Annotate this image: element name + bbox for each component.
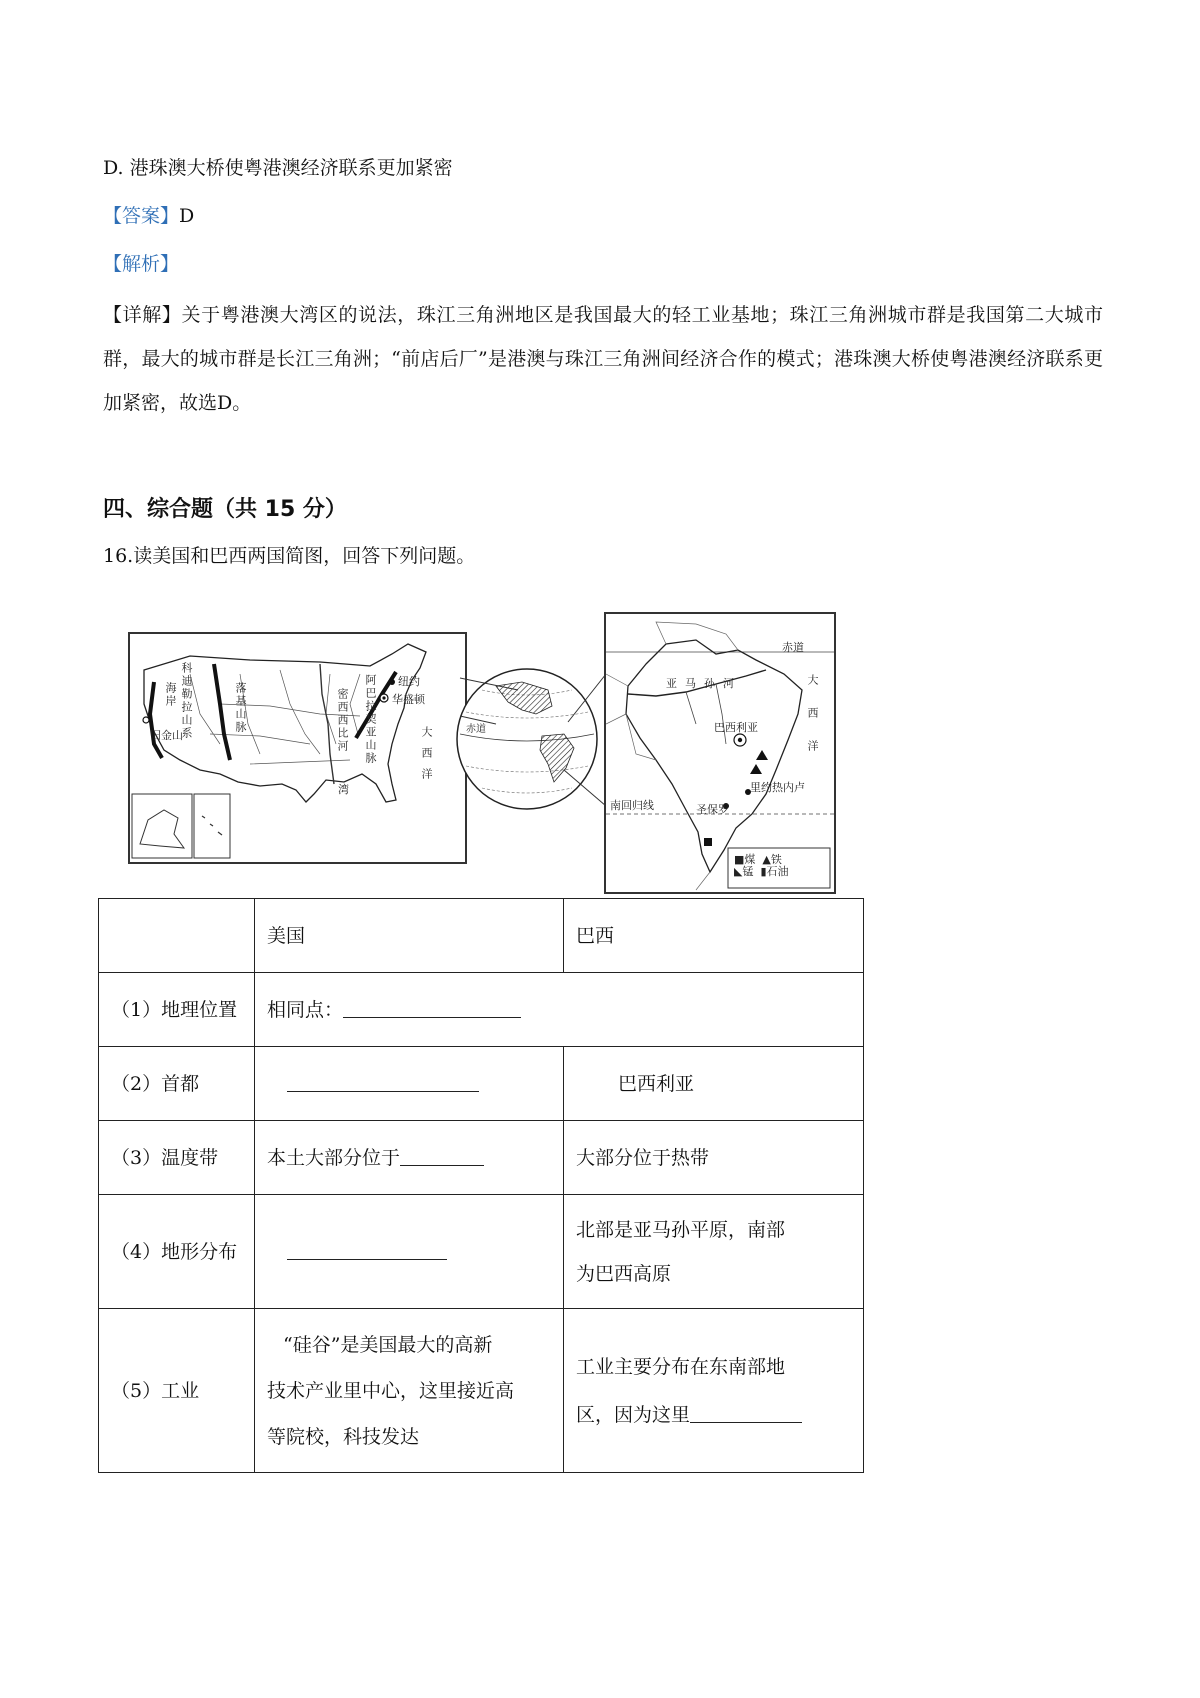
cell-terrain-brazil [564, 1195, 864, 1309]
brazil-outline [626, 640, 802, 872]
table-header-row [99, 899, 864, 973]
usa-label-coast-range: 科迪勒拉山系 [180, 662, 193, 740]
globe-connectors [456, 620, 616, 820]
brazil-map-svg [606, 614, 834, 892]
connector-usa-bottom [460, 716, 496, 724]
coal-symbol [704, 838, 712, 846]
table-row [99, 1121, 864, 1195]
answer-blank-location[interactable] [343, 995, 521, 1018]
industry-brazil-line-1: 工业主要分布在东南部地 [576, 1355, 786, 1378]
usa-label-rocky: 落基山脉 [234, 682, 247, 734]
industry-brazil-line-2: 区，因为这里 [576, 1391, 851, 1439]
cell-location-common [255, 973, 864, 1047]
usa-label-washington: 华盛顿 [392, 693, 425, 706]
cell-terrain-usa [255, 1195, 564, 1309]
legend-iron: ▲铁 [762, 853, 782, 866]
industry-usa-line-3: 等院校，科技发达 [267, 1425, 420, 1448]
brazil-map [604, 612, 836, 894]
header-cell-usa: 美国 [255, 899, 564, 973]
pacific-coast-range [150, 682, 162, 758]
answer-blank-capital[interactable] [287, 1069, 479, 1092]
brazil-label-saopaulo: 圣保罗 [696, 803, 729, 816]
section-title: 四、综合题（共 15 分） [103, 497, 347, 522]
answer-blank-terrain[interactable] [287, 1237, 447, 1260]
option-d: D. 港珠澳大桥使粤港澳经济联系更加紧密 [103, 157, 453, 179]
detail-text: 关于粤港澳大湾区的说法，珠江三角洲地区是我国最大的轻工业基地；珠江三角洲城市群是我国第二大城市群，最大的城市群是长江三角洲；“前店后厂”是港澳与珠江三角洲间经济合作的模式；港珠澳大桥使粤港澳经济联系更加紧密，故选D。 [103, 304, 1103, 414]
mississippi-river [320, 664, 334, 784]
brazil-label-equator: 赤道 [782, 641, 804, 654]
cell-temperature-brazil: 大部分位于热带 [564, 1121, 864, 1195]
globe-equator-label: 赤道 [466, 724, 486, 735]
answer-value: D [179, 205, 195, 227]
usa-label-appalachian: 阿巴拉契亚山脉 [364, 674, 377, 765]
usa-label-newyork: 纽约 [398, 675, 420, 688]
detail-tag: 【详解】 [103, 304, 182, 326]
legend-oil: ▮石油 [760, 865, 789, 878]
brazil-label-amazon: 亚马孙河 [666, 677, 742, 690]
row-label-industry: （5）工业 [99, 1309, 255, 1473]
usa-label-atlantic: 大西洋 [420, 726, 433, 789]
alaska-shape [140, 810, 184, 848]
connector-brazil-top [568, 674, 606, 722]
row-label-temperature: （3）温度带 [99, 1121, 255, 1195]
question-text: 16.读美国和巴西两国简图，回答下列问题。 [103, 545, 476, 567]
header-cell-brazil: 巴西 [564, 899, 864, 973]
sanfrancisco-dot [143, 717, 149, 723]
answer-blank-temperature[interactable] [400, 1143, 484, 1166]
usa-label-pacific: 海岸 [164, 682, 177, 708]
comparison-table [98, 898, 864, 1473]
iron-symbol-1 [756, 750, 768, 760]
header-cell-empty [99, 899, 255, 973]
answer-tag: 【答案】 [103, 205, 180, 227]
iron-symbol-2 [750, 764, 762, 774]
terrain-brazil-line-2: 为巴西高原 [576, 1262, 672, 1285]
legend-coal: ■煤 [734, 853, 756, 866]
brazil-label-brasilia: 巴西利亚 [714, 721, 758, 734]
brazil-label-atlantic: 大西洋 [806, 674, 819, 773]
table-row [99, 1047, 864, 1121]
usa-label-gulf: 湾 [338, 783, 349, 796]
usa-label-sanfrancisco: 旧金山 [150, 729, 183, 742]
brasilia-center [738, 738, 742, 742]
connector-brazil-bottom [564, 770, 606, 806]
answer-line [103, 203, 194, 229]
brazil-neighbour-lines [606, 622, 738, 890]
rocky-mountains [214, 664, 230, 760]
terrain-brazil-line-1: 北部是亚马孙平原，南部 [576, 1218, 786, 1241]
cell-capital-usa [255, 1047, 564, 1121]
usa-map [128, 632, 467, 864]
brazil-label-rio: 里约热内卢 [750, 781, 805, 794]
brazil-legend [734, 854, 830, 878]
location-common-label: 相同点： [267, 998, 344, 1021]
brazil-label-tropic: 南回归线 [610, 799, 654, 812]
usa-label-mississippi: 密西西比河 [336, 688, 349, 753]
industry-usa-line-1: “硅谷”是美国最大的高新 [283, 1333, 493, 1356]
amazon-tributaries [686, 684, 726, 744]
analysis-tag: 【解析】 [103, 253, 180, 275]
table-row [99, 1195, 864, 1309]
cell-industry-usa [255, 1309, 564, 1473]
row-label-terrain: （4）地形分布 [99, 1195, 255, 1309]
row-label-capital: （2）首都 [99, 1047, 255, 1121]
industry-usa-line-2: 技术产业里中心，这里接近高 [267, 1379, 515, 1402]
hawaii-islands [202, 816, 222, 835]
connector-usa-top [460, 678, 518, 690]
washington-center [382, 696, 385, 699]
row-label-location: （1）地理位置 [99, 973, 255, 1047]
table-row [99, 973, 864, 1047]
cell-capital-brazil: 巴西利亚 [564, 1047, 864, 1121]
detail-paragraph [103, 293, 1103, 425]
answer-blank-industry[interactable] [690, 1400, 802, 1423]
cell-temperature-usa: 本土大部分位于 [255, 1121, 564, 1195]
cell-industry-brazil [564, 1309, 864, 1473]
newyork-dot [389, 679, 395, 685]
legend-manganese: ◣锰 [734, 865, 754, 878]
table-row [99, 1309, 864, 1473]
